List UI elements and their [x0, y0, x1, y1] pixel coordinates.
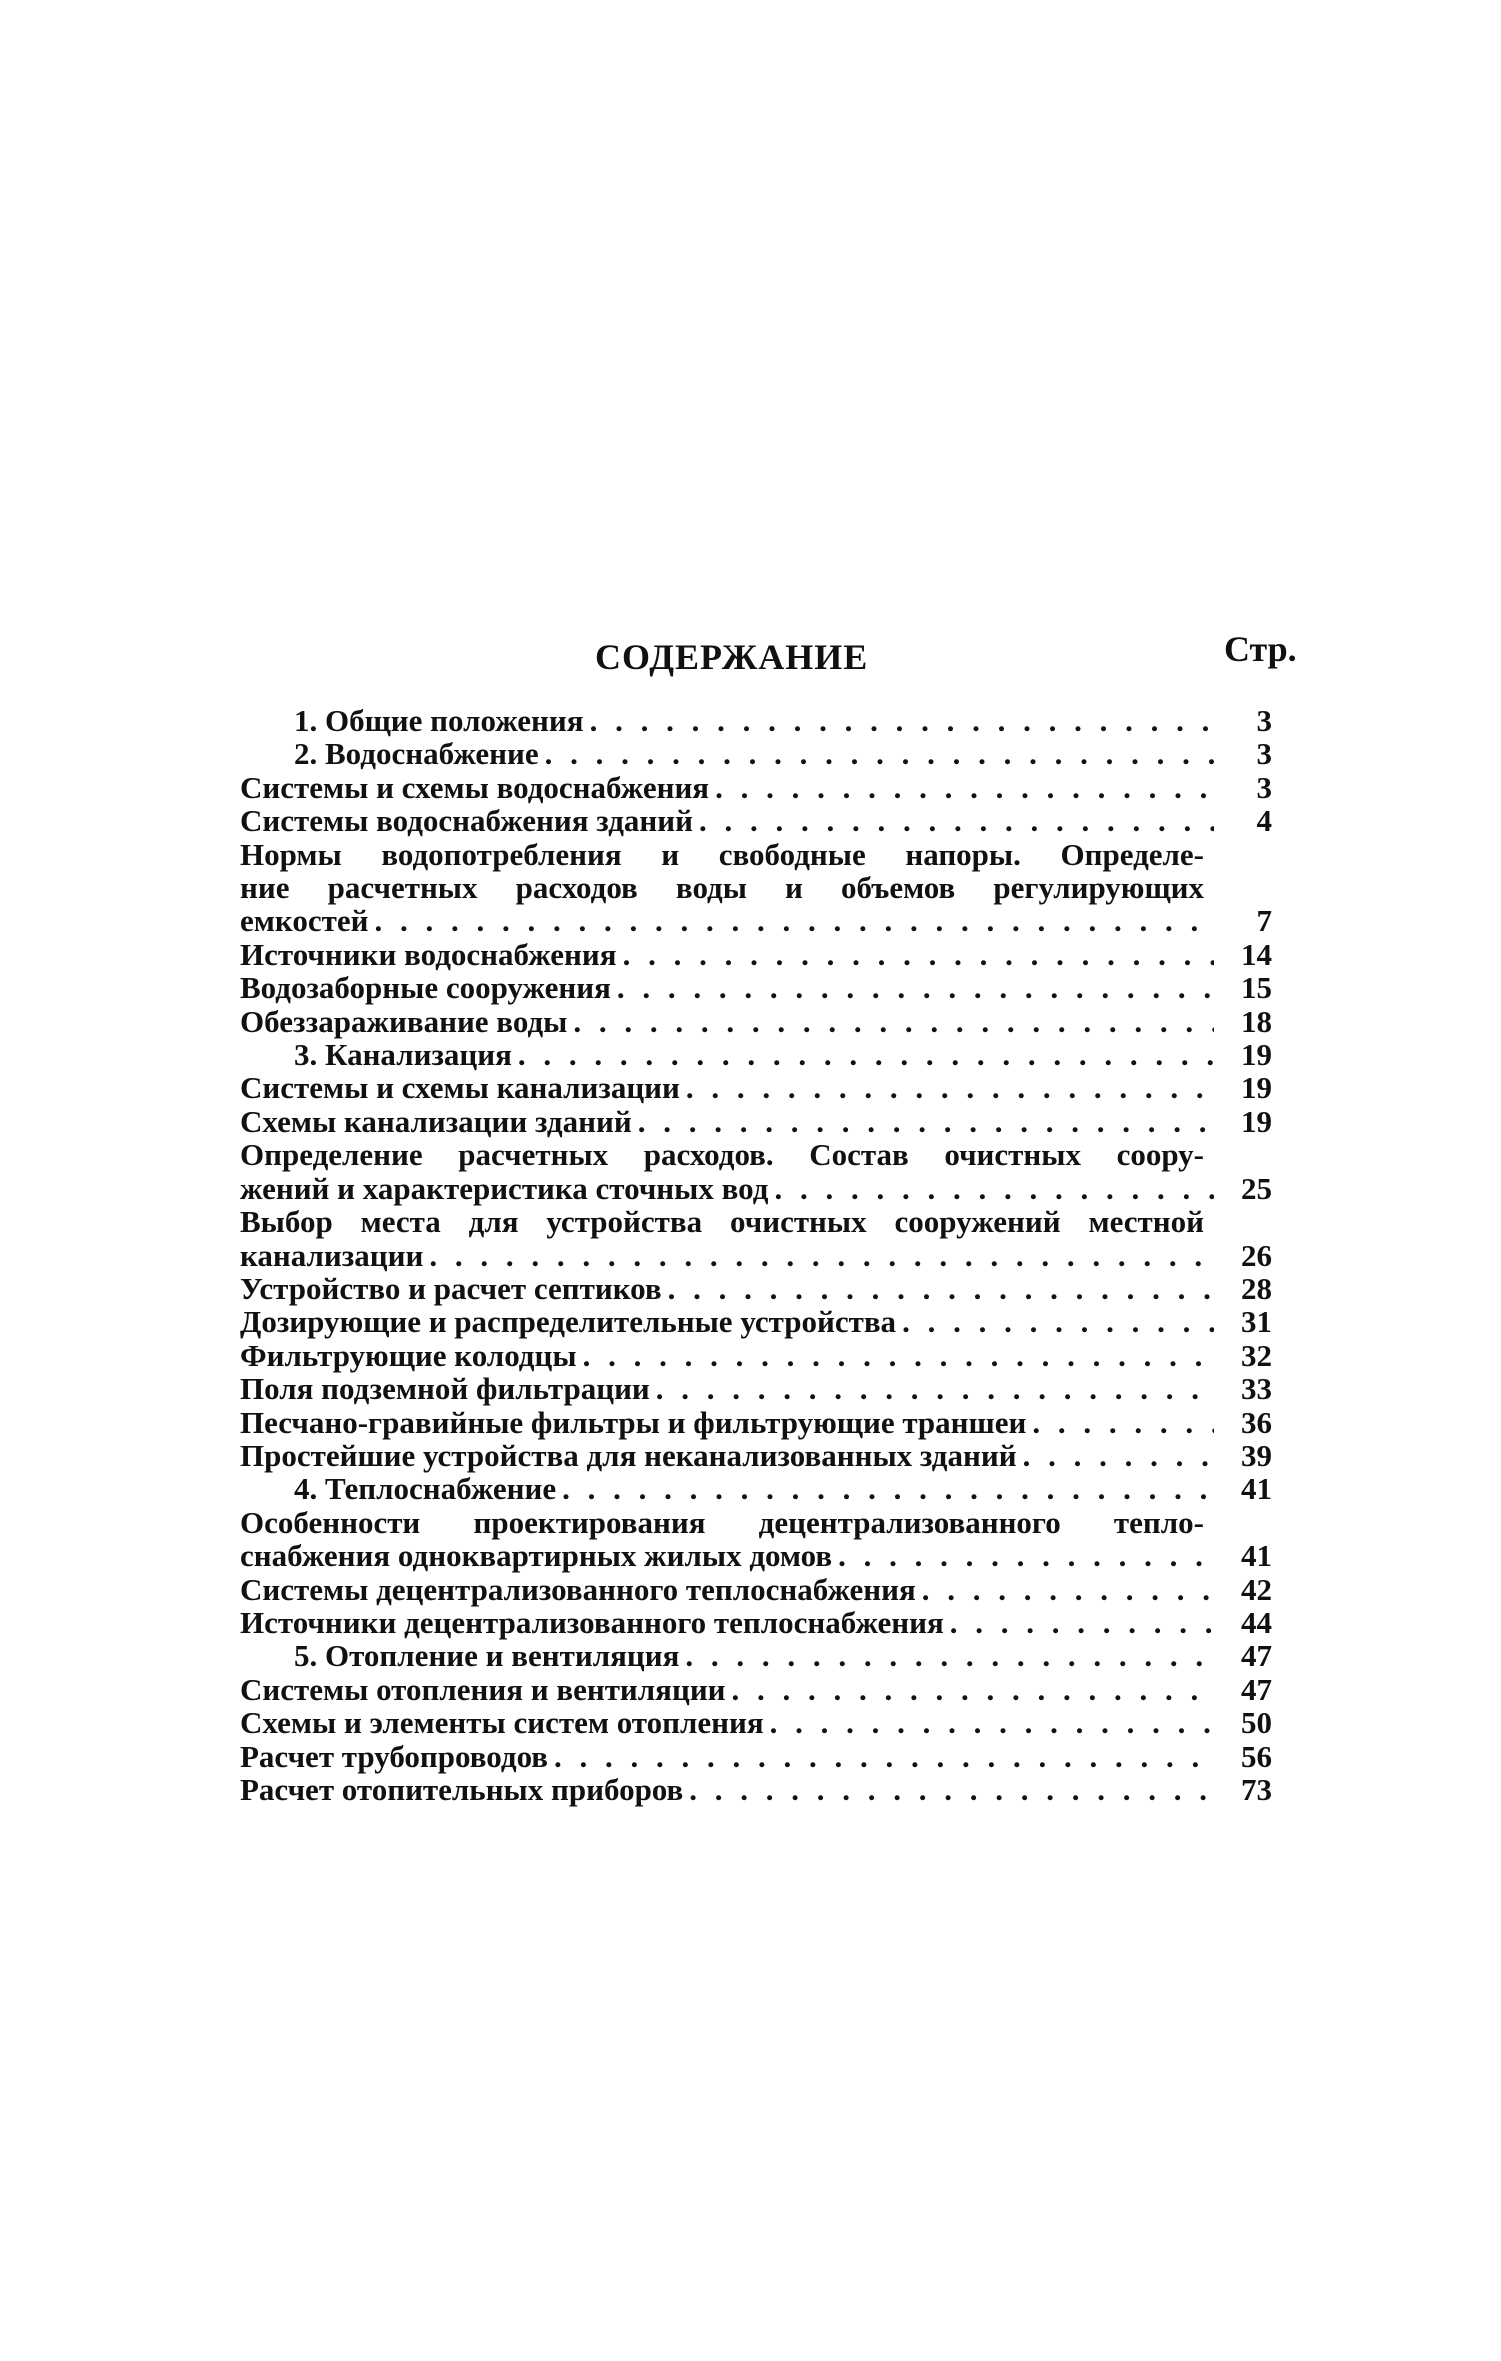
toc-entry-text-line: Определение расчетных расходов. Состав очистных соору-	[240, 1137, 1204, 1173]
toc-entry-text-line: Выбор места для устройства очистных сооружений местной	[240, 1204, 1204, 1240]
leader-dots	[715, 771, 1214, 804]
toc-entry-text: Водозаборные сооружения	[240, 970, 611, 1006]
toc-section-entry[interactable]	[240, 1038, 1272, 1071]
toc-page-number: 47	[1241, 1638, 1272, 1674]
toc-page-number: 31	[1241, 1304, 1272, 1340]
leader-dots	[656, 1372, 1214, 1405]
toc-entry-text: Фильтрующие колодцы	[240, 1337, 577, 1373]
toc-entry[interactable]	[240, 1105, 1272, 1138]
toc-entry-text: Системы и схемы канализации	[240, 1070, 680, 1106]
leader-dots	[429, 1239, 1214, 1272]
leader-dots	[732, 1673, 1214, 1706]
toc-entry-text: Схемы и элементы систем отопления	[240, 1705, 764, 1741]
toc-page-number: 3	[1256, 703, 1272, 738]
toc-page-number: 19	[1241, 1070, 1272, 1106]
leader-dots	[374, 904, 1214, 937]
toc-page-number: 50	[1241, 1705, 1272, 1741]
page-column-label: Стр.	[1224, 629, 1297, 669]
toc-entry-text-line: Особенности проектирования децентрализованного тепло-	[240, 1504, 1204, 1540]
toc-entry[interactable]	[240, 1406, 1272, 1439]
toc-entry-text: емкостей	[240, 903, 369, 939]
toc-entry-text: 3. Канализация	[294, 1037, 512, 1073]
leader-dots	[590, 704, 1214, 737]
toc-entry[interactable]	[240, 1740, 1272, 1773]
toc-entry-text: Расчет отопительных приборов	[240, 1772, 684, 1807]
leader-dots	[774, 1172, 1214, 1205]
toc-page-number: 3	[1256, 769, 1272, 805]
toc-entry-text: канализации	[240, 1237, 424, 1273]
toc-entry[interactable]	[240, 1773, 1272, 1806]
leader-dots	[770, 1706, 1214, 1739]
toc-entry-line	[240, 838, 1272, 871]
table-of-contents	[240, 704, 1272, 1806]
toc-entry[interactable]	[240, 938, 1272, 971]
toc-section-entry[interactable]	[240, 1472, 1272, 1505]
toc-entry-text: 1. Общие положения	[294, 703, 584, 738]
toc-entry-text: Обеззараживание воды	[240, 1003, 568, 1039]
leader-dots	[545, 737, 1214, 770]
toc-entry[interactable]	[240, 1539, 1272, 1572]
toc-entry-text: Источники водоснабжения	[240, 936, 617, 972]
leader-dots	[699, 804, 1214, 837]
toc-entry-text: Системы водоснабжения зданий	[240, 803, 693, 839]
toc-entry-text: снабжения одноквартирных жилых домов	[240, 1538, 833, 1574]
toc-entry-text: Дозирующие и распределительные устройства	[240, 1304, 897, 1340]
toc-entry-line	[240, 1506, 1272, 1539]
toc-page-number: 25	[1241, 1170, 1272, 1206]
toc-page-number: 28	[1241, 1270, 1272, 1306]
toc-entry[interactable]	[240, 1272, 1272, 1305]
toc-entry-line	[240, 1205, 1272, 1238]
toc-page-number: 19	[1241, 1037, 1272, 1073]
toc-entry-text-line: Нормы водопотребления и свободные напоры. Определе-	[240, 836, 1204, 872]
toc-entry-text: 4. Теплоснабжение	[294, 1471, 557, 1507]
toc-entry-text: Источники децентрализованного теплоснабжения	[240, 1604, 944, 1640]
toc-entry[interactable]	[240, 1239, 1272, 1272]
toc-entry-text: Устройство и расчет септиков	[240, 1270, 662, 1306]
toc-page-number: 18	[1241, 1003, 1272, 1039]
toc-entry[interactable]	[240, 1071, 1272, 1104]
toc-header	[240, 628, 1297, 688]
toc-entry[interactable]	[240, 1706, 1272, 1739]
toc-entry-line	[240, 1138, 1272, 1171]
toc-page-number: 3	[1256, 736, 1272, 772]
toc-page-number: 42	[1241, 1571, 1272, 1607]
leader-dots	[1032, 1406, 1214, 1439]
toc-page-number: 4	[1256, 803, 1272, 839]
leader-dots	[617, 971, 1214, 1004]
toc-entry[interactable]	[240, 1005, 1272, 1038]
toc-entry-text: жений и характеристика сточных вод	[240, 1170, 769, 1206]
toc-entry[interactable]	[240, 904, 1272, 937]
leader-dots	[1023, 1439, 1214, 1472]
toc-page-number: 41	[1241, 1471, 1272, 1507]
toc-page-number: 14	[1241, 936, 1272, 972]
toc-page-number: 15	[1241, 970, 1272, 1006]
leader-dots	[689, 1773, 1214, 1806]
leader-dots	[685, 1639, 1214, 1672]
toc-entry[interactable]	[240, 1573, 1272, 1606]
toc-entry-text: Расчет трубопроводов	[240, 1738, 549, 1774]
toc-entry[interactable]	[240, 1439, 1272, 1472]
toc-entry-text: 2. Водоснабжение	[294, 736, 539, 772]
toc-page-number: 26	[1241, 1237, 1272, 1273]
toc-entry[interactable]	[240, 1372, 1272, 1405]
toc-page-number: 32	[1241, 1337, 1272, 1373]
toc-entry-text: Песчано-гравийные фильтры и фильтрующие траншеи	[240, 1404, 1027, 1440]
leader-dots	[562, 1472, 1214, 1505]
toc-entry-text-line: ние расчетных расходов воды и объемов регулирующих	[240, 870, 1204, 906]
toc-entry[interactable]	[240, 1673, 1272, 1706]
leader-dots	[573, 1005, 1214, 1038]
toc-entry[interactable]	[240, 1172, 1272, 1205]
toc-page-number: 19	[1241, 1103, 1272, 1139]
leader-dots	[623, 938, 1214, 971]
toc-entry-line	[240, 871, 1272, 904]
toc-page-number: 39	[1241, 1437, 1272, 1473]
toc-entry-text: Системы децентрализованного теплоснабжения	[240, 1571, 916, 1607]
toc-entry[interactable]	[240, 971, 1272, 1004]
toc-section-entry[interactable]	[240, 704, 1272, 737]
leader-dots	[902, 1305, 1214, 1338]
toc-entry[interactable]	[240, 771, 1272, 804]
toc-entry-text: Системы и схемы водоснабжения	[240, 769, 710, 805]
leader-dots	[668, 1272, 1214, 1305]
leader-dots	[950, 1606, 1214, 1639]
leader-dots	[518, 1038, 1214, 1071]
leader-dots	[838, 1539, 1214, 1572]
leader-dots	[638, 1105, 1214, 1138]
toc-page-number: 7	[1256, 903, 1272, 939]
leader-dots	[922, 1573, 1214, 1606]
toc-page-number: 44	[1241, 1604, 1272, 1640]
toc-page-number: 41	[1241, 1538, 1272, 1574]
toc-entry[interactable]	[240, 804, 1272, 837]
page-title: СОДЕРЖАНИЕ	[595, 637, 869, 677]
toc-section-entry[interactable]	[240, 737, 1272, 770]
toc-page-number: 56	[1241, 1738, 1272, 1774]
toc-entry[interactable]	[240, 1339, 1272, 1372]
leader-dots	[554, 1740, 1214, 1773]
toc-entry[interactable]	[240, 1606, 1272, 1639]
leader-dots	[686, 1071, 1214, 1104]
toc-entry-text: 5. Отопление и вентиляция	[294, 1638, 680, 1674]
toc-entry-text: Простейшие устройства для неканализованных зданий	[240, 1437, 1017, 1473]
toc-page-number: 33	[1241, 1371, 1272, 1407]
leader-dots	[583, 1339, 1214, 1372]
toc-page-number: 36	[1241, 1404, 1272, 1440]
toc-entry-text: Поля подземной фильтрации	[240, 1371, 650, 1407]
toc-entry[interactable]	[240, 1305, 1272, 1338]
toc-section-entry[interactable]	[240, 1639, 1272, 1672]
toc-entry-text: Схемы канализации зданий	[240, 1103, 632, 1139]
toc-page-number: 73	[1241, 1772, 1272, 1807]
toc-entry-text: Системы отопления и вентиляции	[240, 1671, 726, 1707]
toc-page-number: 47	[1241, 1671, 1272, 1707]
